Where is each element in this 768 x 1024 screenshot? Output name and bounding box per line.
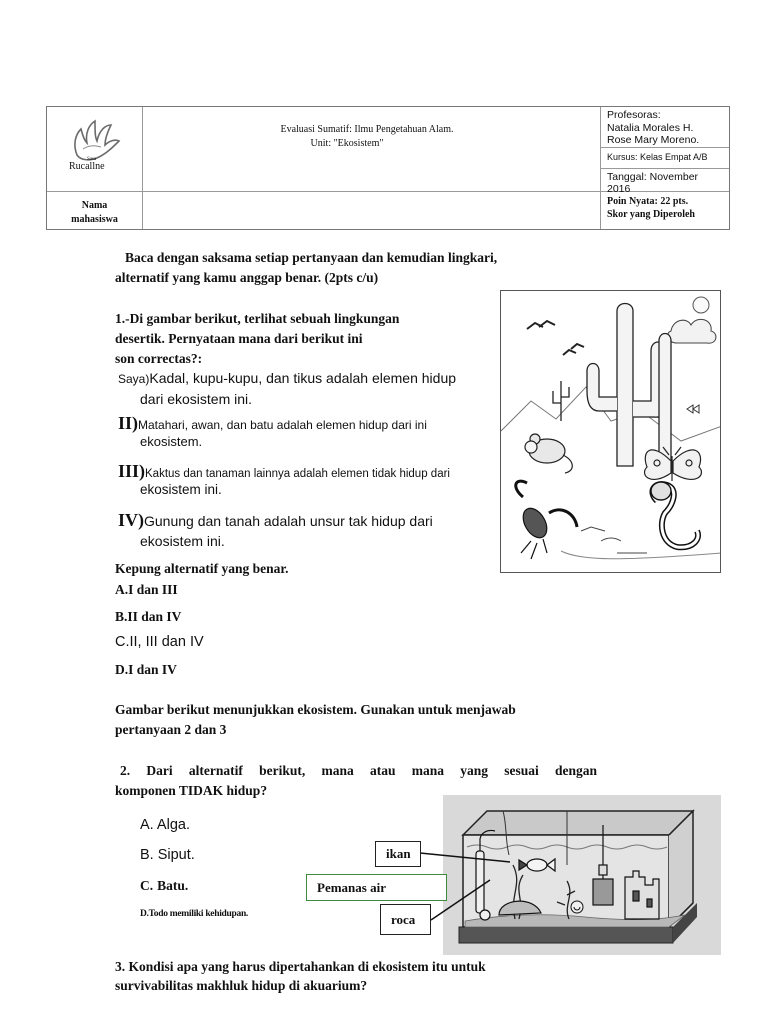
statement-4-number: IV): [118, 510, 144, 530]
sun-icon: [693, 297, 709, 313]
points-info: [607, 195, 695, 221]
label-fish: ikan: [375, 841, 421, 867]
intro-q2-q3: Gambar berikut menunjukkan ekosistem. Gunakan untuk menjawab pertanyaan 2 dan 3: [115, 702, 516, 737]
desert-ecosystem-image: [500, 290, 721, 573]
statement-1-text: Kadal, kupu-kupu, dan tikus adalah elemen hidup: [149, 370, 457, 386]
school-logo: [65, 115, 125, 185]
q1-option-d[interactable]: D.I dan IV: [115, 662, 177, 677]
question-1: 1.-Di gambar berikut, terlihat sebuah lingkungan desertik. Pernyataan mana dari berikut ini son correctas?:: [115, 311, 400, 366]
statement-2-number: II): [118, 413, 139, 433]
date: [607, 171, 698, 195]
q2-option-d[interactable]: D.Todo memiliki kehidupan.: [140, 909, 249, 919]
birds-icon: [527, 321, 584, 355]
student-name-label: Nama mahasiswa: [71, 200, 118, 225]
q1-option-a[interactable]: A.I dan III: [115, 582, 178, 597]
points-total: Poin Nyata: 22 pts.: [607, 196, 689, 207]
logo-small-text: Sasa: [87, 157, 97, 162]
aquarium-image: [443, 795, 721, 955]
label-heater: Pemanas air: [306, 874, 447, 901]
statement-3-number: III): [118, 461, 146, 481]
q1-prompt: Kepung alternatif yang benar.: [115, 561, 289, 576]
q1-option-c[interactable]: C.II, III dan IV: [115, 634, 204, 650]
statement-2: [118, 413, 427, 449]
exam-title-line1: Evaluasi Sumatif: Ilmu Pengetahuan Alam.: [280, 124, 454, 135]
date-line1: Tanggal: November: [607, 171, 699, 183]
cactus-icon: [553, 304, 671, 467]
q1-option-b[interactable]: B.II dan IV: [115, 609, 182, 624]
statement-2-text: Matahari, awan, dan batu adalah elemen hidup dari ini: [138, 418, 427, 432]
professor-1: Natalia Morales H.: [607, 121, 694, 134]
question-2: 2. Dari alternatif berikut, mana atau mana yang sesuai dengan komponen TIDAK hidup?: [115, 763, 597, 798]
score-obtained: Skor yang Diperoleh: [607, 209, 695, 220]
instructions-line1: Baca dengan saksama setiap pertanyaan dan kemudian lingkari,: [125, 250, 498, 265]
statement-2-text-cont: ekosistem.: [140, 434, 203, 449]
student-name-field[interactable]: [143, 192, 599, 229]
mouse-icon: [525, 434, 572, 473]
professors-label: Profesoras:: [607, 109, 661, 121]
professor-2: Rose Mary Moreno.: [607, 134, 700, 146]
label-rock: roca: [380, 904, 431, 935]
exam-unit: Unit: "Ekosistem": [310, 138, 384, 149]
q2-option-a[interactable]: A. Alga.: [140, 817, 190, 833]
instructions: [115, 248, 497, 288]
logo-text: Rucallne: [69, 161, 105, 172]
statement-1: [118, 370, 456, 407]
course: Kursus: Kelas Empat A/B: [607, 152, 708, 162]
date-line2: 2016: [607, 183, 631, 195]
statement-4-text: Gunung dan tanah adalah unsur tak hidup dari: [144, 513, 433, 529]
snake-icon: [651, 482, 698, 547]
statement-4-text-cont: ekosistem ini.: [140, 533, 225, 549]
question-3: 3. Kondisi apa yang harus dipertahankan di ekosistem itu untuk survivabilitas makhluk hidup di akuarium?: [115, 959, 486, 993]
statement-3: [118, 461, 450, 497]
statement-1-number: Saya): [118, 372, 150, 386]
professors: [607, 109, 699, 147]
cloud-icon: [668, 319, 716, 343]
statement-4: [118, 510, 433, 549]
butterfly-icon: [644, 447, 701, 481]
statement-3-text: Kaktus dan tanaman lainnya adalah elemen tidak hidup dari: [145, 468, 450, 480]
scorpion-icon: [516, 481, 577, 559]
statement-3-text-cont: ekosistem ini.: [140, 482, 222, 497]
snail-icon: [571, 901, 583, 913]
header-table: [46, 106, 730, 230]
q2-option-b[interactable]: B. Siput.: [140, 847, 195, 863]
exam-title: [227, 123, 507, 151]
statement-1-text-cont: dari ekosistem ini.: [140, 391, 253, 407]
q2-option-c[interactable]: C. Batu.: [140, 878, 189, 893]
instructions-line2: alternatif yang kamu anggap benar. (2pts c/u): [115, 270, 379, 285]
